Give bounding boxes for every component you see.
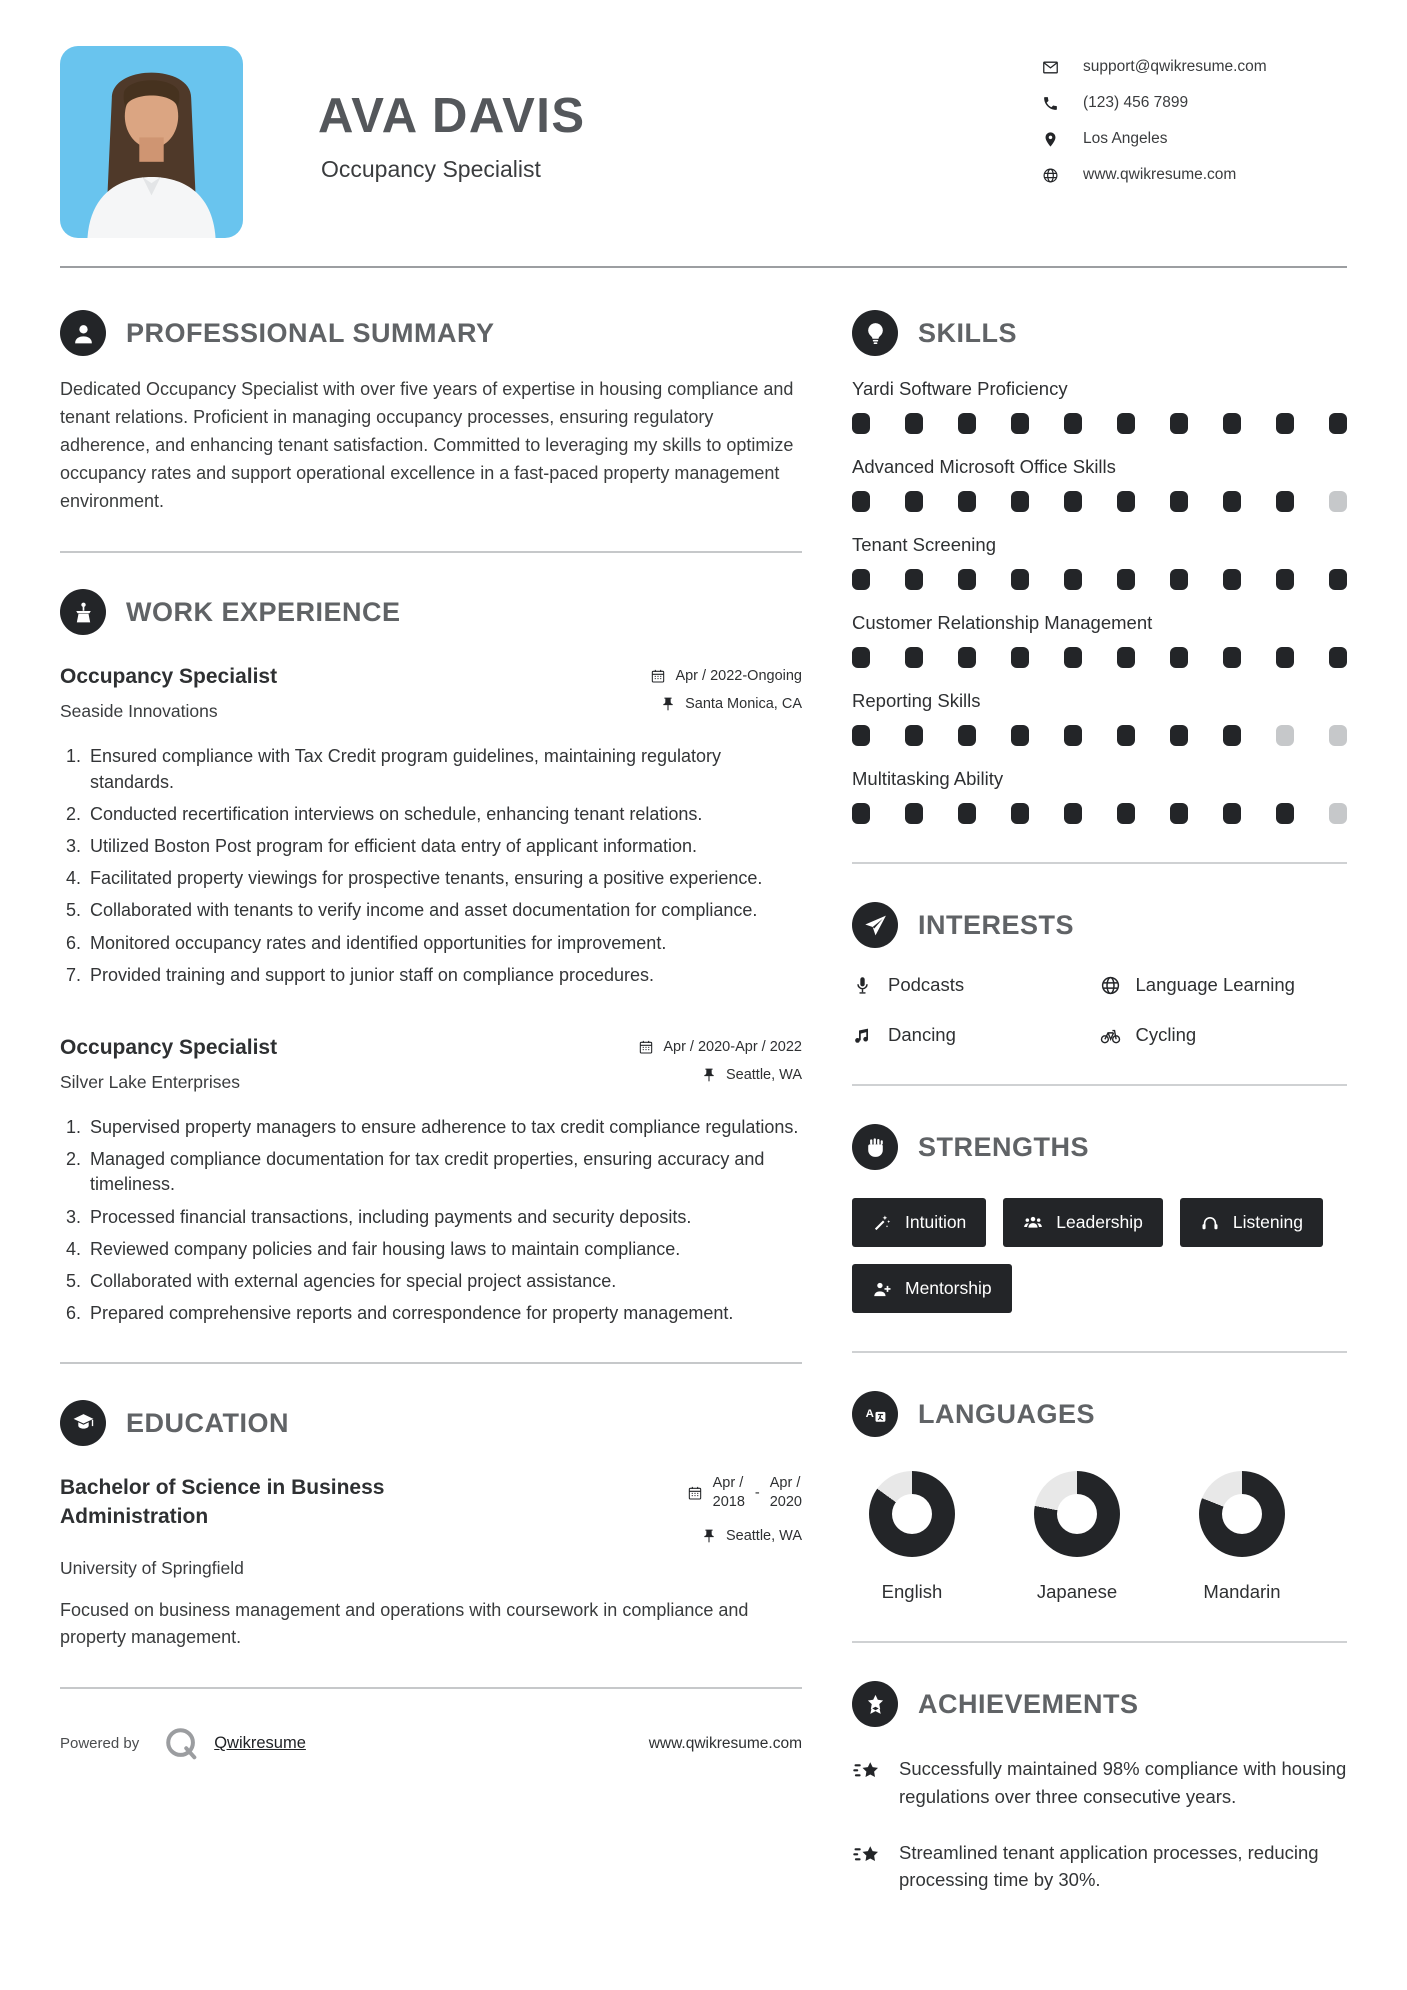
job-location-text: Seattle, WA: [725, 1066, 802, 1083]
job-entries: [60, 665, 802, 1326]
footer: [60, 1725, 802, 1763]
job-duty: 6. Prepared comprehensive reports and correspondence for property management.: [86, 1301, 802, 1326]
skill-dot-empty: [1276, 725, 1294, 746]
skill-dot-filled: [1011, 491, 1029, 512]
education-location-text: Seattle, WA: [725, 1527, 802, 1544]
skill-dot-filled: [905, 569, 923, 590]
skill-dot-filled: [1329, 647, 1347, 668]
strength-chip: [1180, 1198, 1323, 1247]
interest-item: [1100, 1024, 1348, 1046]
skill-dot-filled: [1276, 647, 1294, 668]
contact-email-text: support@qwikresume.com: [1083, 58, 1267, 75]
job-location: [701, 1067, 802, 1083]
job-title: Occupancy Specialist: [60, 1035, 278, 1059]
skill-dot-filled: [1011, 803, 1029, 824]
podium-icon: [60, 589, 106, 635]
headphones-icon: [1200, 1213, 1220, 1233]
skill-item: [852, 690, 1347, 746]
job-title: Occupancy Specialist: [60, 665, 278, 689]
skill-dot-filled: [1064, 725, 1082, 746]
skill-item: [852, 612, 1347, 668]
strength-label: Listening: [1232, 1212, 1303, 1232]
job-duty: 1. Ensured compliance with Tax Credit program guidelines, maintaining regulatory standards.: [86, 744, 802, 794]
skill-dot-filled: [905, 491, 923, 512]
skill-dot-filled: [1170, 725, 1188, 746]
job-company: Seaside Innovations: [60, 701, 218, 722]
skill-dot-filled: [905, 647, 923, 668]
languages-heading: LANGUAGES: [918, 1398, 1096, 1429]
person-icon: [60, 310, 106, 356]
lightbulb-icon: [852, 310, 898, 356]
calendar-icon: [650, 668, 666, 684]
skills-section-head: [852, 310, 1347, 356]
interest-item: [1100, 974, 1348, 996]
language-item: [1182, 1471, 1302, 1603]
skill-dot-filled: [1329, 413, 1347, 434]
right-divider: [852, 1641, 1347, 1643]
language-donut-chart: [869, 1471, 955, 1557]
skill-dot-filled: [905, 725, 923, 746]
interest-item: [852, 974, 1100, 996]
job-duty: 3. Processed financial transactions, including payments and security deposits.: [86, 1205, 802, 1230]
skill-dot-empty: [1329, 725, 1347, 746]
left-column: [60, 310, 802, 1894]
skill-item: [852, 378, 1347, 434]
contact-location: [1042, 130, 1347, 148]
interest-label: Cycling: [1135, 1024, 1197, 1045]
strength-label: Mentorship: [905, 1278, 992, 1298]
interest-label: Language Learning: [1135, 974, 1295, 995]
skill-dot-filled: [1011, 569, 1029, 590]
contact-website: [1042, 166, 1347, 184]
skill-dot-filled: [905, 803, 923, 824]
strengths-section-head: [852, 1124, 1347, 1170]
language-item: [852, 1471, 972, 1603]
phone-icon: [1042, 95, 1059, 112]
job-location-text: Santa Monica, CA: [685, 696, 802, 713]
skill-dot-filled: [1117, 725, 1135, 746]
contact-website-text: www.qwikresume.com: [1083, 166, 1237, 183]
location-icon: [1042, 131, 1059, 148]
achievements-heading: ACHIEVEMENTS: [918, 1688, 1139, 1719]
skill-dot-filled: [1117, 491, 1135, 512]
skill-dot-filled: [958, 647, 976, 668]
interest-item: [852, 1024, 1100, 1046]
education-date-end: Apr / 2020: [769, 1475, 802, 1511]
job-dates: [650, 668, 802, 684]
job-duties: [60, 744, 802, 988]
skill-dot-filled: [1276, 803, 1294, 824]
skill-dot-filled: [958, 725, 976, 746]
translate-icon: [852, 1391, 898, 1437]
content-columns: [60, 310, 1347, 1894]
shooting-star-icon: [852, 1841, 882, 1871]
job-dates-text: Apr / 2020-Apr / 2022: [663, 1038, 802, 1055]
bicycle-icon: [1100, 1025, 1121, 1046]
microphone-icon: [852, 975, 873, 996]
skill-dot-filled: [1223, 491, 1241, 512]
skill-dot-filled: [1276, 413, 1294, 434]
skill-dot-filled: [1170, 803, 1188, 824]
job-meta: [638, 1039, 802, 1083]
education-degree: Bachelor of Science in Business Administration: [60, 1476, 385, 1528]
contact-location-text: Los Angeles: [1083, 130, 1168, 147]
left-divider: [60, 551, 802, 553]
skill-dot-filled: [1223, 569, 1241, 590]
profile-photo: [60, 46, 243, 238]
skill-dot-filled: [1223, 413, 1241, 434]
section-professional-summary: [60, 310, 802, 515]
strengths-heading: STRENGTHS: [918, 1131, 1090, 1162]
skill-dot-filled: [852, 803, 870, 824]
skill-rating: [852, 491, 1347, 512]
skills-heading: SKILLS: [918, 317, 1018, 348]
footer-website: www.qwikresume.com: [648, 1734, 802, 1752]
job-company: Silver Lake Enterprises: [60, 1071, 240, 1092]
education-date-start: Apr / 2018: [712, 1475, 745, 1511]
skill-dot-filled: [1064, 803, 1082, 824]
interests-grid: [852, 974, 1347, 1046]
languages-list: [852, 1471, 1347, 1603]
job-duty: 1. Supervised property managers to ensure adherence to tax credit compliance regulations.: [86, 1115, 802, 1140]
skill-rating: [852, 569, 1347, 590]
skill-dot-filled: [852, 491, 870, 512]
skill-name: Yardi Software Proficiency: [852, 378, 1068, 399]
section-strengths: [852, 1124, 1347, 1313]
education-school: University of Springfield: [60, 1557, 244, 1578]
language-name: Japanese: [1036, 1581, 1118, 1602]
strength-label: Leadership: [1056, 1212, 1143, 1232]
skill-dot-filled: [1329, 569, 1347, 590]
job-duties: [60, 1115, 802, 1326]
skill-dot-filled: [1170, 413, 1188, 434]
medal-star-icon: [852, 1681, 898, 1727]
globe-icon: [1042, 167, 1059, 184]
education-section-head: [60, 1400, 802, 1446]
profile-photo-illustration: [60, 46, 243, 238]
skill-rating: [852, 803, 1347, 824]
powered-by-label: Powered by: [60, 1735, 140, 1753]
job-duty: 4. Reviewed company policies and fair housing laws to maintain compliance.: [86, 1237, 802, 1262]
skill-dot-filled: [1223, 725, 1241, 746]
right-divider: [852, 862, 1347, 864]
skill-dot-filled: [1117, 803, 1135, 824]
section-languages: [852, 1391, 1347, 1603]
job-duty: 2. Conducted recertification interviews on schedule, enhancing tenant relations.: [86, 802, 802, 827]
job-duty: 5. Collaborated with external agencies for special project assistance.: [86, 1269, 802, 1294]
left-divider: [60, 1687, 802, 1689]
skill-dot-filled: [1276, 491, 1294, 512]
svg-text:A: A: [865, 1407, 874, 1420]
fist-icon: [852, 1124, 898, 1170]
section-achievements: [852, 1681, 1347, 1894]
calendar-icon: [638, 1039, 654, 1055]
skill-item: [852, 768, 1347, 824]
achievement-item: [852, 1839, 1347, 1895]
strength-chip: [852, 1264, 1012, 1313]
right-divider: [852, 1351, 1347, 1353]
education-date-separator: -: [754, 1485, 760, 1502]
achievement-item: [852, 1755, 1347, 1811]
achievement-text: Successfully maintained 98% compliance with housing regulations over three consecutive years.: [899, 1758, 1347, 1807]
job-duty: 7. Provided training and support to junior staff on compliance procedures.: [86, 963, 802, 988]
interests-section-head: [852, 902, 1347, 948]
education-entry-head: [60, 1474, 802, 1544]
skill-dot-empty: [1329, 491, 1347, 512]
skill-name: Reporting Skills: [852, 690, 981, 711]
job-meta: [650, 668, 802, 712]
education-location: [701, 1528, 802, 1544]
job-head: [60, 665, 802, 722]
skill-dot-filled: [958, 569, 976, 590]
language-donut-chart: [1199, 1471, 1285, 1557]
skill-dot-filled: [1170, 647, 1188, 668]
job-duty: 4. Facilitated property viewings for prospective tenants, ensuring a positive experience.: [86, 866, 802, 891]
calendar-icon: [687, 1485, 703, 1501]
language-name: Mandarin: [1203, 1581, 1281, 1602]
header-divider: [60, 266, 1347, 268]
skill-dot-filled: [958, 803, 976, 824]
graduate-icon: [60, 1400, 106, 1446]
experience-heading: WORK EXPERIENCE: [126, 596, 401, 627]
section-skills: [852, 310, 1347, 824]
email-icon: [1042, 59, 1059, 76]
skill-rating: [852, 725, 1347, 746]
skill-name: Customer Relationship Management: [852, 612, 1153, 633]
name-block: [318, 88, 586, 183]
strength-chip: [852, 1198, 986, 1247]
contact-phone: [1042, 94, 1347, 112]
right-divider: [852, 1084, 1347, 1086]
skill-dot-filled: [1223, 803, 1241, 824]
skill-name: Tenant Screening: [852, 534, 996, 555]
education-meta: [687, 1474, 802, 1544]
education-heading: EDUCATION: [126, 1407, 289, 1438]
skill-dot-filled: [905, 413, 923, 434]
candidate-name: AVA DAVIS: [318, 89, 586, 143]
skill-rating: [852, 647, 1347, 668]
strength-chips: [852, 1198, 1347, 1313]
contact-list: [1042, 58, 1347, 184]
skill-dot-filled: [1170, 569, 1188, 590]
skill-item: [852, 534, 1347, 590]
header: [60, 46, 1347, 238]
shooting-star-icon: [852, 1757, 882, 1787]
skill-dot-filled: [1011, 725, 1029, 746]
pushpin-icon: [701, 1067, 717, 1083]
skill-dot-filled: [1064, 569, 1082, 590]
summary-text: Dedicated Occupancy Specialist with over five years of expertise in housing compliance and tenant relations. Proficient in managing occupancy processes, ensuring regulatory adherence, and enhancing tenant satisfaction. Committed to leveraging my skills to optimize occupancy rates and support operational excellence in a fast-paced property management environment.: [60, 379, 794, 511]
pushpin-icon: [701, 1528, 717, 1544]
skill-dot-filled: [852, 725, 870, 746]
summary-heading: PROFESSIONAL SUMMARY: [126, 317, 495, 348]
skill-dot-filled: [1011, 413, 1029, 434]
qwikresume-link[interactable]: Qwikresume: [214, 1734, 306, 1753]
education-dates: [687, 1474, 802, 1512]
skill-dot-filled: [1064, 413, 1082, 434]
skill-dot-filled: [852, 569, 870, 590]
interests-heading: INTERESTS: [918, 909, 1075, 940]
skill-dot-filled: [1064, 647, 1082, 668]
language-donut-chart: [1034, 1471, 1120, 1557]
pushpin-icon: [660, 696, 676, 712]
skill-dot-filled: [1276, 569, 1294, 590]
summary-section-head: [60, 310, 802, 356]
skill-dot-filled: [1011, 647, 1029, 668]
strength-chip: [1003, 1198, 1163, 1247]
achievements-section-head: [852, 1681, 1347, 1727]
job-duty: 3. Utilized Boston Post program for efficient data entry of applicant information.: [86, 834, 802, 859]
skill-name: Multitasking Ability: [852, 768, 1004, 789]
skill-dot-filled: [1117, 413, 1135, 434]
interest-label: Dancing: [888, 1024, 956, 1045]
job-duty: 5. Collaborated with tenants to verify income and asset documentation for compliance.: [86, 898, 802, 923]
skill-dot-filled: [1223, 647, 1241, 668]
skill-dot-empty: [1329, 803, 1347, 824]
languages-section-head: [852, 1391, 1347, 1437]
contact-email: [1042, 58, 1347, 76]
left-divider: [60, 1362, 802, 1364]
skill-dot-filled: [1117, 647, 1135, 668]
education-description: Focused on business management and operations with coursework in compliance and property management.: [60, 1599, 749, 1647]
globe-icon: [1100, 975, 1121, 996]
skill-dot-filled: [958, 413, 976, 434]
job-entry: [60, 1036, 802, 1326]
section-work-experience: [60, 589, 802, 1326]
interest-label: Podcasts: [888, 974, 965, 995]
job-duty: 2. Managed compliance documentation for tax credit properties, ensuring accuracy and timeliness.: [86, 1147, 802, 1197]
skill-name: Advanced Microsoft Office Skills: [852, 456, 1116, 477]
qwikresume-logo-icon: [163, 1725, 201, 1763]
job-head: [60, 1036, 802, 1093]
skill-rating: [852, 413, 1347, 434]
job-duty: 6. Monitored occupancy rates and identified opportunities for improvement.: [86, 931, 802, 956]
skills-list: [852, 378, 1347, 824]
language-name: English: [881, 1581, 943, 1602]
language-item: [1017, 1471, 1137, 1603]
job-dates: [638, 1039, 802, 1055]
music-note-icon: [852, 1025, 873, 1046]
experience-section-head: [60, 589, 802, 635]
skill-dot-filled: [852, 647, 870, 668]
achievements-list: [852, 1755, 1347, 1894]
section-interests: [852, 902, 1347, 1046]
job-location: [660, 696, 802, 712]
right-column: [852, 310, 1347, 1894]
skill-dot-filled: [1117, 569, 1135, 590]
contact-phone-text: (123) 456 7899: [1083, 94, 1189, 111]
paper-plane-icon: [852, 902, 898, 948]
section-education: [60, 1400, 802, 1651]
skill-dot-filled: [1064, 491, 1082, 512]
job-entry: [60, 665, 802, 988]
skill-item: [852, 456, 1347, 512]
candidate-title: Occupancy Specialist: [321, 156, 541, 182]
job-dates-text: Apr / 2022-Ongoing: [675, 668, 802, 685]
user-plus-icon: [872, 1279, 892, 1299]
skill-dot-filled: [852, 413, 870, 434]
skill-dot-filled: [1170, 491, 1188, 512]
skill-dot-filled: [958, 491, 976, 512]
strength-label: Intuition: [905, 1212, 967, 1232]
achievement-text: Streamlined tenant application processes, reducing processing time by 30%.: [899, 1841, 1319, 1891]
users-group-icon: [1023, 1213, 1043, 1233]
magic-wand-icon: [872, 1213, 892, 1233]
